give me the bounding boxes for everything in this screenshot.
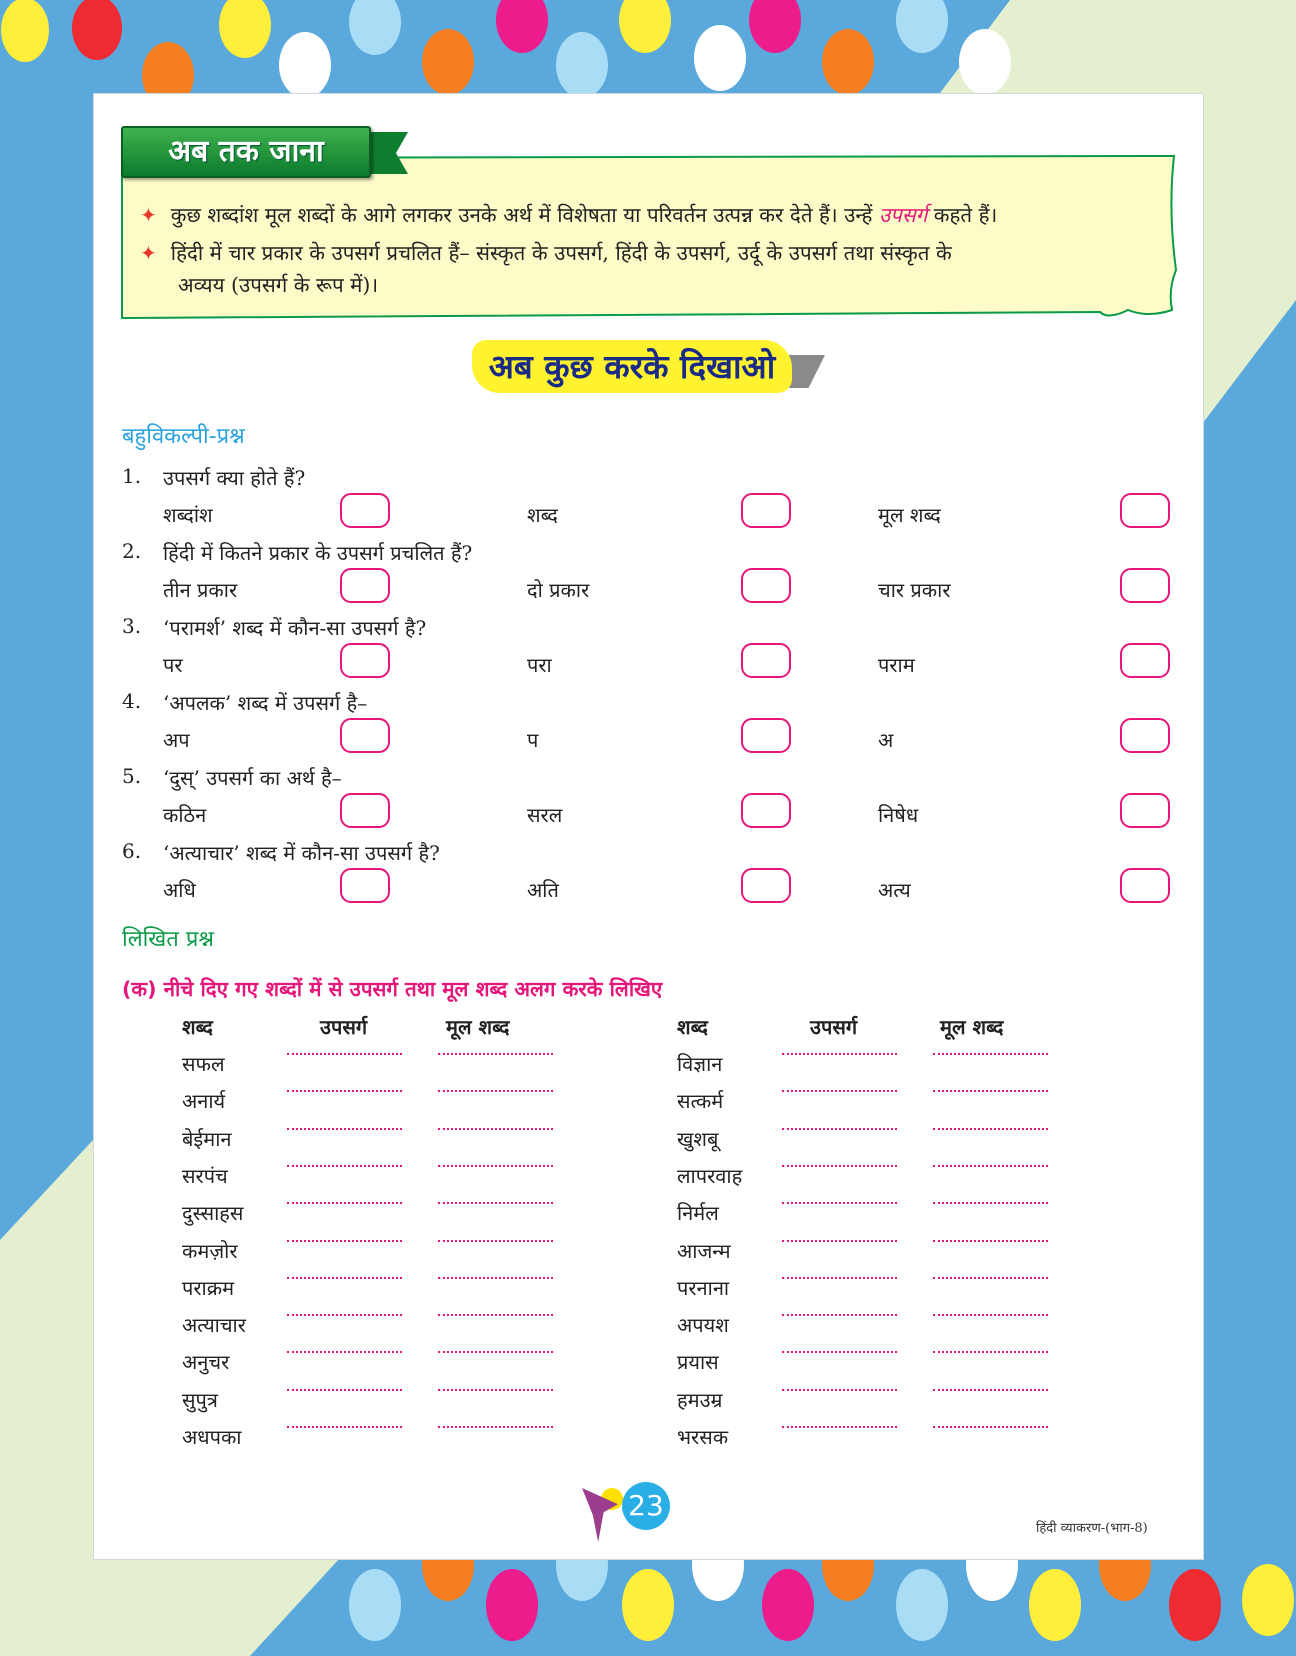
question-text: हिंदी में कितने प्रकार के उपसर्ग प्रचलित हैं? [163,541,473,565]
prefix-blank[interactable] [287,1090,402,1092]
prefix-blank[interactable] [782,1128,897,1130]
word-item: खुशबू [677,1126,719,1151]
question-text: उपसर्ग क्या होते हैं? [163,466,306,490]
prefix-blank[interactable] [782,1389,897,1391]
activity-title: अब कुछ करके दिखाओ [472,340,792,393]
prefix-blank[interactable] [782,1202,897,1204]
word-item: अधपका [182,1425,242,1449]
prefix-blank[interactable] [782,1426,897,1428]
root-blank[interactable] [438,1240,553,1242]
option-label: सरल [527,803,563,827]
word-item: लापरवाह [677,1163,743,1188]
root-blank[interactable] [933,1202,1048,1204]
option-label: पर [163,653,183,677]
option-label: अत्य [878,878,911,902]
word-item: अत्याचार [182,1313,246,1338]
page-number: 23 [622,1482,670,1530]
mcq-heading: बहुविकल्पी-प्रश्न [122,424,245,449]
word-item: हमउम्र [677,1387,723,1412]
root-blank[interactable] [438,1202,553,1204]
bullet-star-icon: ✦ [140,203,157,227]
root-blank[interactable] [933,1351,1048,1353]
answer-checkbox[interactable] [741,643,791,678]
option-label: शब्दांश [163,503,213,527]
root-blank[interactable] [438,1128,553,1130]
option-label: अति [527,878,559,902]
answer-checkbox[interactable] [741,793,791,828]
written-heading: लिखित प्रश्न [122,927,214,952]
column-header: उपसर्ग [810,1015,858,1039]
prefix-blank[interactable] [782,1090,897,1092]
root-blank[interactable] [438,1165,553,1167]
recap-bullet-2: ✦ हिंदी में चार प्रकार के उपसर्ग प्रचलित हैं– संस्कृत के उपसर्ग, हिंदी के उपसर्ग, उर्दू के उपसर्ग तथा संस्कृत के [140,241,952,265]
answer-checkbox[interactable] [1120,718,1170,753]
prefix-blank[interactable] [287,1165,402,1167]
question-text: ‘दुस्’ उपसर्ग का अर्थ है– [163,766,342,790]
root-blank[interactable] [438,1277,553,1279]
prefix-blank[interactable] [287,1128,402,1130]
word-item: आजन्म [677,1238,731,1263]
word-item: भरसक [677,1425,729,1449]
answer-checkbox[interactable] [741,718,791,753]
option-label: मूल शब्द [878,503,941,527]
root-blank[interactable] [438,1314,553,1316]
highlight-upsarg: उपसर्ग [878,203,928,227]
prefix-blank[interactable] [782,1053,897,1055]
question-number: 2. [122,539,142,563]
question-number: 1. [122,464,142,488]
root-blank[interactable] [438,1351,553,1353]
word-item: अनुचर [182,1350,230,1375]
word-item: परनाना [677,1275,730,1300]
footer-book-title: हिंदी व्याकरण-(भाग-8) [1036,1521,1148,1536]
prefix-blank[interactable] [287,1314,402,1316]
question-text: ‘अपलक’ शब्द में उपसर्ग है– [163,691,368,715]
prefix-blank[interactable] [287,1389,402,1391]
written-instruction: (क) नीचे दिए गए शब्दों में से उपसर्ग तथा मूल शब्द अलग करके लिखिए [122,977,663,1001]
root-blank[interactable] [933,1240,1048,1242]
column-header: मूल शब्द [446,1015,510,1039]
prefix-blank[interactable] [287,1202,402,1204]
answer-checkbox[interactable] [741,493,791,528]
prefix-blank[interactable] [287,1426,402,1428]
root-blank[interactable] [933,1165,1048,1167]
question-number: 5. [122,764,142,788]
root-blank[interactable] [438,1389,553,1391]
word-item: विज्ञान [677,1052,723,1076]
answer-checkbox[interactable] [340,568,390,603]
option-label: निषेध [878,803,919,827]
prefix-blank[interactable] [287,1351,402,1353]
word-item: अपयश [677,1313,729,1338]
word-item: पराक्रम [182,1275,235,1300]
root-blank[interactable] [933,1053,1048,1055]
answer-checkbox[interactable] [1120,643,1170,678]
column-header: शब्द [182,1015,213,1039]
option-label: अ [878,728,894,752]
option-label: दो प्रकार [527,578,590,602]
question-text: ‘परामर्श’ शब्द में कौन-सा उपसर्ग है? [163,616,427,640]
question-number: 6. [122,839,142,863]
option-label: कठिन [163,803,207,827]
recap-banner: अब तक जाना [121,126,371,178]
root-blank[interactable] [438,1053,553,1055]
root-blank[interactable] [933,1426,1048,1428]
root-blank[interactable] [933,1389,1048,1391]
prefix-blank[interactable] [782,1165,897,1167]
word-item: सत्कर्म [677,1089,724,1114]
prefix-blank[interactable] [287,1053,402,1055]
word-item: बेईमान [182,1126,232,1151]
prefix-blank[interactable] [782,1351,897,1353]
recap-bullet-2-cont: अव्यय (उपसर्ग के रूप में)। [178,273,379,297]
question-number: 3. [122,614,142,638]
option-label: शब्द [527,503,558,527]
prefix-blank[interactable] [287,1277,402,1279]
root-blank[interactable] [933,1314,1048,1316]
word-item: सफल [182,1052,225,1076]
root-blank[interactable] [438,1426,553,1428]
answer-checkbox[interactable] [340,643,390,678]
prefix-blank[interactable] [782,1277,897,1279]
option-label: प [527,728,539,752]
option-label: अप [163,728,190,752]
answer-checkbox[interactable] [1120,868,1170,903]
root-blank[interactable] [438,1090,553,1092]
prefix-blank[interactable] [287,1240,402,1242]
bullet-star-icon: ✦ [140,241,157,265]
answer-checkbox[interactable] [340,493,390,528]
answer-checkbox[interactable] [340,868,390,903]
root-blank[interactable] [933,1128,1048,1130]
answer-checkbox[interactable] [741,868,791,903]
column-header: मूल शब्द [940,1015,1004,1039]
question-text: ‘अत्याचार’ शब्द में कौन-सा उपसर्ग है? [163,841,440,865]
option-label: परा [527,653,552,677]
recap-bullet-1: ✦ कुछ शब्दांश मूल शब्दों के आगे लगकर उनके अर्थ में विशेषता या परिवर्तन उत्पन्न कर देते हैं। उन्हें उपसर्ग कहते हैं। [140,203,998,227]
answer-checkbox[interactable] [1120,793,1170,828]
option-label: चार प्रकार [878,578,951,602]
word-item: निर्मल [677,1201,719,1226]
word-item: कमज़ोर [182,1238,238,1263]
answer-checkbox[interactable] [340,793,390,828]
option-label: अधि [163,878,196,902]
root-blank[interactable] [933,1090,1048,1092]
word-item: अनार्य [182,1089,226,1114]
answer-checkbox[interactable] [340,718,390,753]
word-item: प्रयास [677,1350,719,1375]
column-header: उपसर्ग [320,1015,368,1039]
root-blank[interactable] [933,1277,1048,1279]
word-item: दुस्साहस [182,1201,244,1226]
answer-checkbox[interactable] [1120,568,1170,603]
option-label: तीन प्रकार [163,578,238,602]
word-item: सरपंच [182,1163,228,1188]
prefix-blank[interactable] [782,1240,897,1242]
word-item: सुपुत्र [182,1387,218,1412]
answer-checkbox[interactable] [1120,493,1170,528]
option-label: पराम [878,653,915,677]
prefix-blank[interactable] [782,1314,897,1316]
question-number: 4. [122,689,142,713]
answer-checkbox[interactable] [741,568,791,603]
column-header: शब्द [677,1015,708,1039]
